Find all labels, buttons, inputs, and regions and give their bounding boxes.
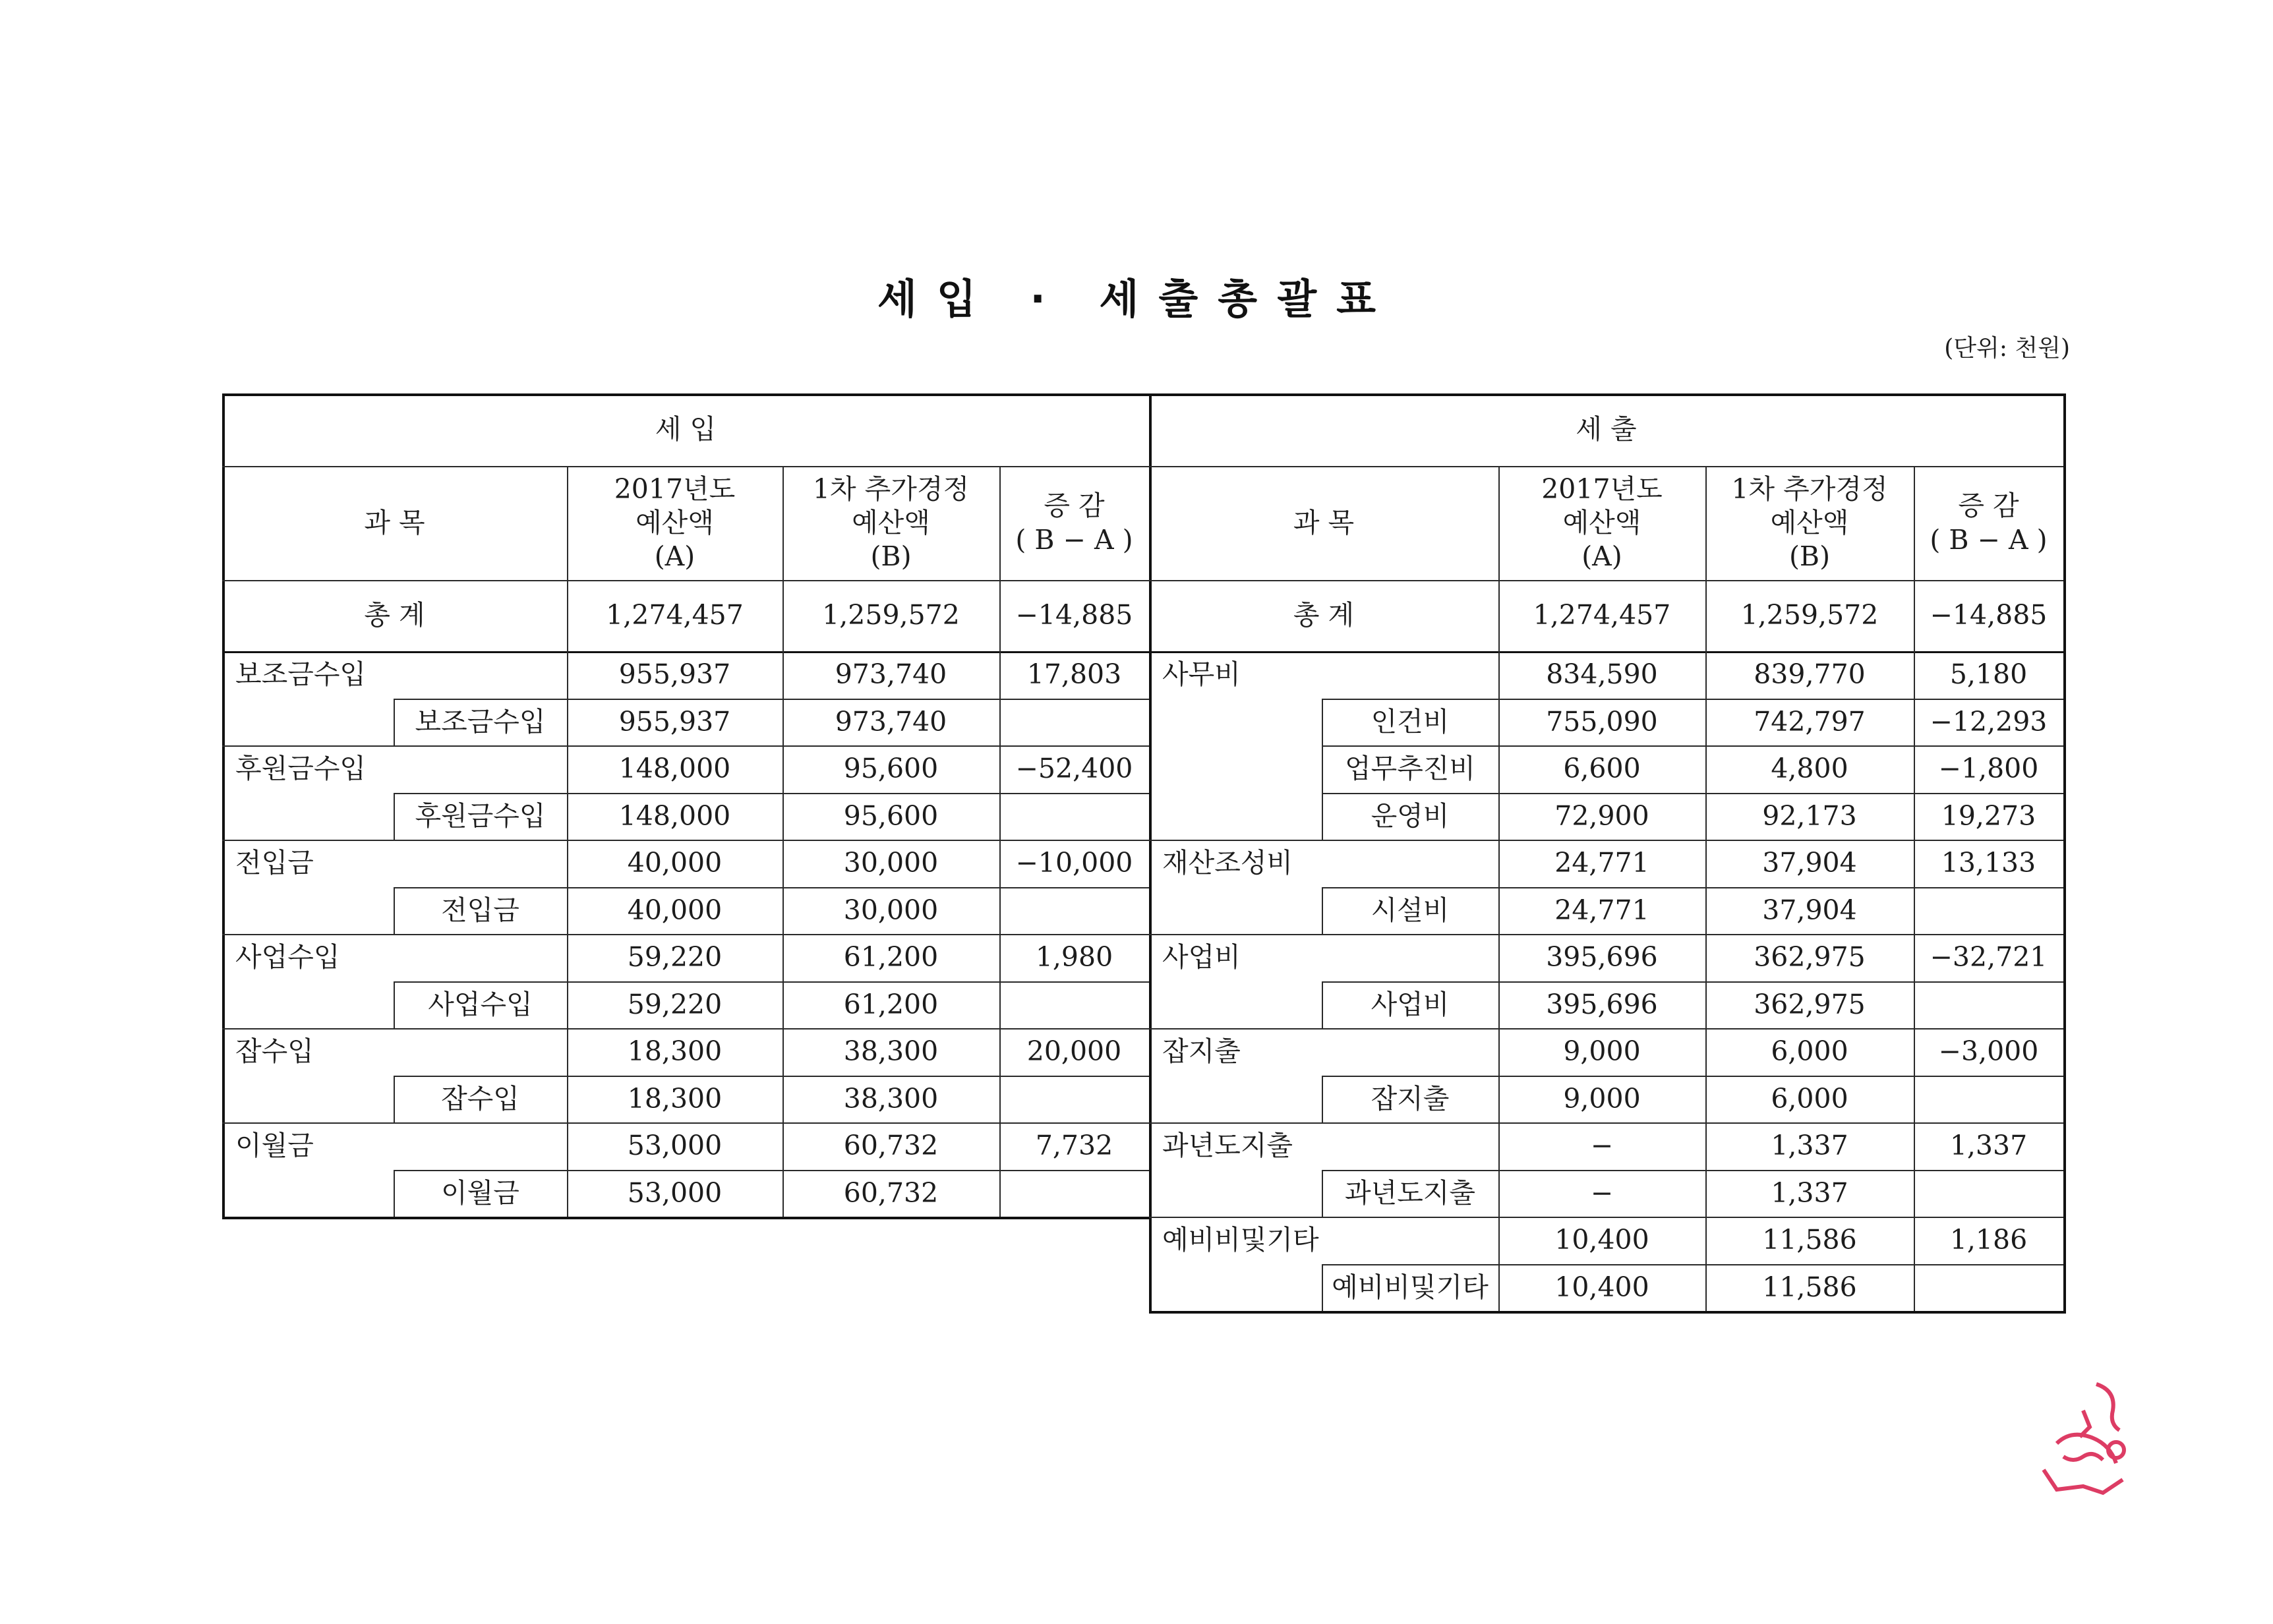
table-border-bottom-income [222, 1217, 1149, 1219]
expense-header-change-line: ( B − A ) [1930, 523, 2048, 556]
expense-subitem-label: 잡지출 [1371, 1082, 1450, 1115]
expense-change [1914, 1076, 2063, 1123]
expense-revised-budget: 1,337 [1771, 1130, 1848, 1162]
income-header-revised-budget-line: (B) [870, 540, 912, 573]
expense-revised-budget: 362,975 [1754, 988, 1866, 1020]
income-section-title: 세 입 [655, 413, 717, 446]
expense-revised-budget: 742,797 [1754, 705, 1866, 738]
income-change [999, 1170, 1149, 1217]
income-revised-budget: 95,600 [843, 799, 939, 832]
income-change [999, 699, 1149, 746]
income-change: 1,980 [1035, 941, 1113, 973]
income-change: −10,000 [1015, 847, 1133, 879]
income-revised-budget: 30,000 [843, 894, 939, 926]
expense-change: −3,000 [1938, 1035, 2039, 1068]
income-prev-budget: 59,220 [627, 988, 723, 1020]
income-revised-budget: 95,600 [843, 753, 939, 785]
expense-header-change-line: 증 감 [1958, 490, 2019, 522]
expense-prev-budget: 6,600 [1563, 753, 1641, 785]
expense-prev-budget: 24,771 [1554, 894, 1649, 926]
income-revised-budget: 61,200 [843, 941, 939, 973]
expense-change: −32,721 [1930, 941, 2048, 973]
income-revised-budget: 30,000 [843, 847, 939, 879]
income-header-revised-budget-line: 1차 추가경정 [812, 473, 970, 505]
income-change [999, 887, 1149, 935]
expense-prev-budget: 395,696 [1546, 941, 1658, 973]
expense-prev-budget: 755,090 [1546, 705, 1658, 738]
income-category-label: 보조금수입 [235, 658, 367, 691]
expense-prev-budget: 10,400 [1554, 1271, 1649, 1303]
income-category-label: 잡수입 [235, 1035, 314, 1068]
income-change: 20,000 [1026, 1035, 1122, 1068]
expense-revised-budget: 37,904 [1762, 847, 1857, 879]
income-total-change: −14,885 [1015, 599, 1133, 631]
expense-revised-budget: 362,975 [1754, 941, 1866, 973]
expense-change: −1,800 [1938, 753, 2039, 785]
income-revised-budget: 973,740 [835, 705, 947, 738]
income-change [999, 793, 1149, 840]
income-revised-budget: 973,740 [835, 658, 947, 691]
income-prev-budget: 955,937 [618, 705, 731, 738]
expense-header-prev-budget [1498, 466, 1705, 580]
expense-prev-budget: − [1590, 1130, 1614, 1162]
expense-change [1914, 887, 2063, 935]
expense-header-prev-budget-line: (A) [1581, 540, 1622, 573]
income-subitem-label: 사업수입 [428, 988, 533, 1020]
income-header-prev-budget-line: 예산액 [635, 506, 714, 538]
expense-change: 1,186 [1949, 1224, 2028, 1256]
expense-header-revised-budget-line: 예산액 [1770, 506, 1849, 538]
expense-change: 1,337 [1949, 1130, 2028, 1162]
income-revised-budget: 38,300 [843, 1035, 939, 1068]
expense-prev-budget: 10,400 [1554, 1224, 1649, 1256]
expense-change: 13,133 [1941, 847, 2036, 879]
table-border-right [2063, 393, 2066, 1311]
income-prev-budget: 955,937 [618, 658, 731, 691]
expense-revised-budget: 4,800 [1771, 753, 1848, 785]
income-prev-budget: 148,000 [618, 799, 731, 832]
expense-subitem-label: 인건비 [1371, 705, 1450, 738]
expense-change: −12,293 [1930, 705, 2048, 738]
income-header-prev-budget-line: 2017년도 [614, 473, 736, 505]
income-header-change-line: 증 감 [1044, 490, 1105, 522]
expense-prev-budget: − [1590, 1176, 1614, 1209]
expense-revised-budget: 6,000 [1771, 1035, 1848, 1068]
expense-change: 19,273 [1941, 799, 2036, 832]
income-change: −52,400 [1015, 753, 1133, 785]
expense-subitem-label: 업무추진비 [1344, 753, 1476, 785]
income-header-change-line: ( B − A ) [1015, 523, 1133, 556]
expense-header-revised-budget-line: 1차 추가경정 [1731, 473, 1888, 505]
income-subitem-label: 후원금수입 [415, 799, 546, 832]
expense-section-title: 세 출 [1576, 413, 1637, 446]
expense-revised-budget: 1,337 [1771, 1176, 1848, 1209]
income-total-label: 총 계 [364, 599, 425, 631]
document-title: 세입 · 세출총괄표 [877, 275, 1396, 323]
expense-prev-budget: 834,590 [1546, 658, 1658, 691]
income-prev-budget: 59,220 [627, 941, 723, 973]
expense-change: 5,180 [1949, 658, 2028, 691]
expense-change [1914, 1170, 2063, 1217]
income-change: 17,803 [1026, 658, 1122, 691]
expense-prev-budget: 9,000 [1563, 1035, 1641, 1068]
income-total-prev: 1,274,457 [606, 599, 744, 631]
expense-revised-budget: 37,904 [1762, 894, 1857, 926]
expense-change [1914, 1264, 2063, 1312]
income-total-revised: 1,259,572 [822, 599, 960, 631]
income-prev-budget: 53,000 [627, 1130, 723, 1162]
expense-header-revised-budget-line: (B) [1788, 540, 1831, 573]
income-subitem-label: 보조금수입 [415, 705, 546, 738]
income-change [999, 981, 1149, 1029]
income-change [999, 1076, 1149, 1123]
expense-header-revised-budget [1705, 466, 1914, 580]
expense-subitem-label: 시설비 [1371, 894, 1450, 926]
expense-total-revised: 1,259,572 [1740, 599, 1879, 631]
expense-prev-budget: 395,696 [1546, 988, 1658, 1020]
expense-revised-budget: 92,173 [1762, 799, 1857, 832]
expense-header-item: 과 목 [1293, 506, 1355, 538]
income-header-prev-budget-line: (A) [654, 540, 695, 573]
income-category-label: 이월금 [235, 1130, 314, 1162]
income-header-revised-budget [782, 466, 999, 580]
income-header-prev-budget [567, 466, 782, 580]
income-change: 7,732 [1035, 1130, 1113, 1162]
income-prev-budget: 40,000 [627, 894, 723, 926]
income-prev-budget: 40,000 [627, 847, 723, 879]
expense-subitem-label: 사업비 [1371, 988, 1450, 1020]
expense-header-prev-budget-line: 2017년도 [1541, 473, 1663, 505]
expense-revised-budget: 11,586 [1762, 1224, 1857, 1256]
expense-subitem-label: 운영비 [1371, 799, 1450, 832]
income-subitem-label: 잡수입 [441, 1082, 519, 1115]
expense-category-label: 사무비 [1162, 658, 1241, 691]
expense-revised-budget: 839,770 [1754, 658, 1866, 691]
seal-stamp [2017, 1371, 2149, 1503]
expense-subitem-label: 예비비및기타 [1332, 1271, 1489, 1303]
expense-header-change [1914, 466, 2063, 580]
expense-total-change: −14,885 [1930, 599, 2048, 631]
expense-prev-budget: 24,771 [1554, 847, 1649, 879]
expense-change [1914, 981, 2063, 1029]
expense-category-label: 재산조성비 [1162, 847, 1293, 879]
income-category-label: 사업수입 [235, 941, 340, 973]
income-prev-budget: 18,300 [627, 1082, 723, 1115]
expense-category-label: 예비비및기타 [1162, 1224, 1319, 1256]
expense-total-label: 총 계 [1293, 599, 1355, 631]
expense-prev-budget: 72,900 [1554, 799, 1649, 832]
expense-revised-budget: 6,000 [1771, 1082, 1848, 1115]
income-revised-budget: 60,732 [843, 1130, 939, 1162]
income-revised-budget: 61,200 [843, 988, 939, 1020]
income-revised-budget: 60,732 [843, 1176, 939, 1209]
income-subitem-label: 전입금 [441, 894, 519, 926]
unit-label: (단위: 천원) [1944, 335, 2070, 362]
expense-subitem-label: 과년도지출 [1344, 1176, 1476, 1209]
income-prev-budget: 18,300 [627, 1035, 723, 1068]
income-prev-budget: 53,000 [627, 1176, 723, 1209]
income-category-label: 전입금 [235, 847, 314, 879]
income-header-item: 과 목 [364, 506, 425, 538]
income-prev-budget: 148,000 [618, 753, 731, 785]
expense-category-label: 사업비 [1162, 941, 1241, 973]
income-revised-budget: 38,300 [843, 1082, 939, 1115]
expense-category-label: 잡지출 [1162, 1035, 1241, 1068]
expense-revised-budget: 11,586 [1762, 1271, 1857, 1303]
income-header-change [999, 466, 1149, 580]
expense-header-prev-budget-line: 예산액 [1562, 506, 1641, 538]
income-category-label: 후원금수입 [235, 753, 367, 785]
expense-category-label: 과년도지출 [1162, 1130, 1293, 1162]
expense-total-prev: 1,274,457 [1533, 599, 1671, 631]
income-header-revised-budget-line: 예산액 [852, 506, 930, 538]
expense-prev-budget: 9,000 [1563, 1082, 1641, 1115]
income-subitem-label: 이월금 [441, 1176, 519, 1209]
table-border-bottom-expense [1149, 1311, 2066, 1314]
